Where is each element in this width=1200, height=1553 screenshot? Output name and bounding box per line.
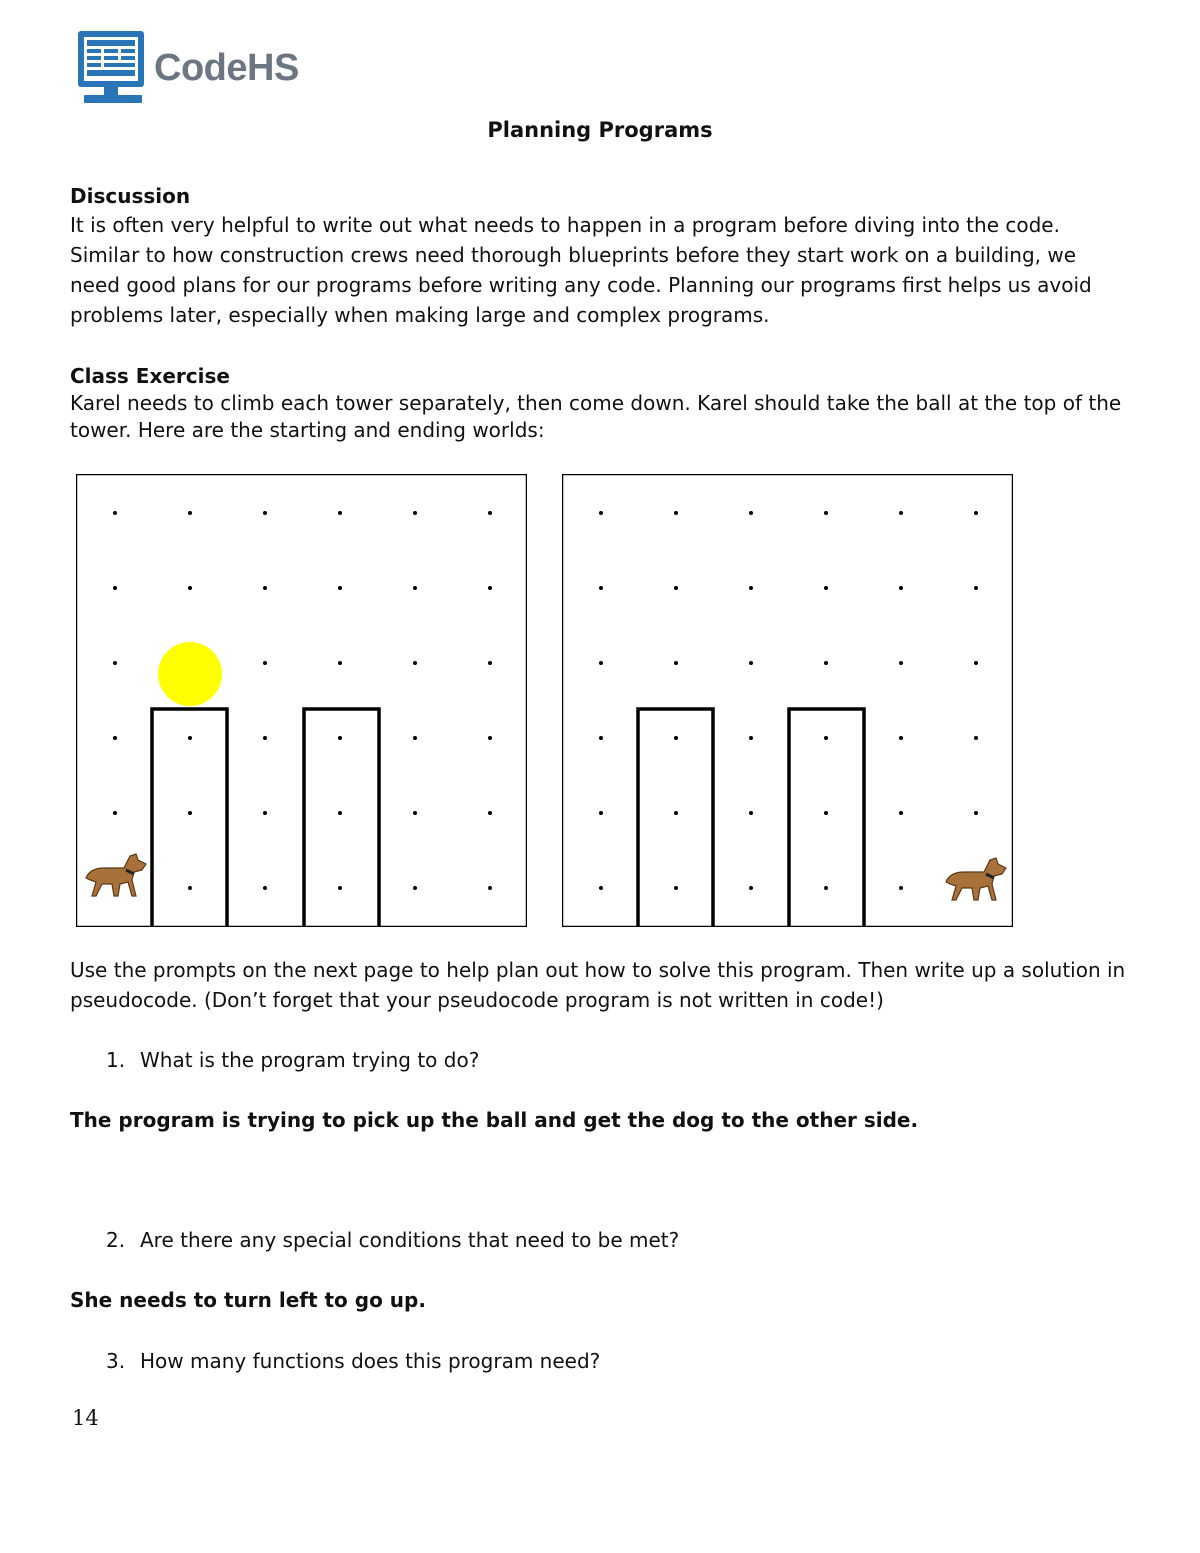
grid-dot <box>413 661 417 665</box>
grid-dot <box>338 511 342 515</box>
grid-dot <box>599 511 603 515</box>
question-3 <box>106 1347 600 1375</box>
grid-dot <box>749 511 753 515</box>
question-text: Are there any special conditions that need to be met? <box>140 1228 680 1252</box>
discussion-section <box>70 182 1130 330</box>
grid-dot <box>413 736 417 740</box>
grid-dot <box>413 586 417 590</box>
question-2 <box>106 1226 679 1254</box>
grid-dot <box>899 736 903 740</box>
grid-dot <box>488 811 492 815</box>
grid-dot <box>113 511 117 515</box>
discussion-heading: Discussion <box>70 184 191 208</box>
grid-dot <box>488 661 492 665</box>
grid-dot <box>338 736 342 740</box>
grid-dot <box>263 586 267 590</box>
grid-dot <box>338 811 342 815</box>
grid-dot <box>674 736 678 740</box>
ending-world <box>562 474 1013 927</box>
grid-dot <box>113 811 117 815</box>
grid-dot <box>899 886 903 890</box>
question-text: What is the program trying to do? <box>140 1048 480 1072</box>
question-text: How many functions does this program need? <box>140 1349 601 1373</box>
grid-dot <box>188 886 192 890</box>
grid-dot <box>599 661 603 665</box>
question-1 <box>106 1046 479 1074</box>
grid-dot <box>188 736 192 740</box>
grid-dot <box>263 661 267 665</box>
grid-dot <box>599 736 603 740</box>
logo-text: CodeHS <box>154 46 299 89</box>
grid-dot <box>338 661 342 665</box>
grid-dot <box>824 586 828 590</box>
grid-dot <box>749 661 753 665</box>
grid-dot <box>824 736 828 740</box>
grid-dot <box>974 736 978 740</box>
page-number: 14 <box>72 1406 99 1430</box>
ball <box>158 642 222 706</box>
grid-dot <box>113 586 117 590</box>
grid-dot <box>674 586 678 590</box>
grid-dot <box>488 736 492 740</box>
grid-dot <box>974 811 978 815</box>
class-exercise-heading: Class Exercise <box>70 364 230 388</box>
grid-dot <box>113 736 117 740</box>
grid-dot <box>824 511 828 515</box>
grid-dot <box>749 886 753 890</box>
grid-dot <box>824 886 828 890</box>
grid-dot <box>824 811 828 815</box>
grid-dot <box>263 886 267 890</box>
grid-dot <box>488 886 492 890</box>
grid-dot <box>974 586 978 590</box>
grid-dot <box>674 811 678 815</box>
grid-dot <box>413 886 417 890</box>
question-number: 2. <box>106 1228 126 1252</box>
page-title: Planning Programs <box>487 118 713 142</box>
grid-dot <box>674 661 678 665</box>
grid-dot <box>413 511 417 515</box>
grid-dot <box>674 511 678 515</box>
discussion-body: It is often very helpful to write out what needs to happen in a program before diving into the code. Similar to how construction crews need thorough blueprints before they start work on a building, we need good plans for our programs before writing any code. Planning our programs first helps us avoid problems later, especially when making large and complex programs. <box>70 213 1092 327</box>
grid-dot <box>599 886 603 890</box>
grid-dot <box>113 661 117 665</box>
grid-dot <box>488 511 492 515</box>
grid-dot <box>899 661 903 665</box>
monitor-icon <box>76 28 146 108</box>
grid-dot <box>338 586 342 590</box>
question-number: 3. <box>106 1349 126 1373</box>
grid-dot <box>263 811 267 815</box>
grid-dot <box>749 811 753 815</box>
grid-dot <box>899 511 903 515</box>
answer-2: She needs to turn left to go up. <box>70 1288 426 1312</box>
answer-1: The program is trying to pick up the ball and get the dog to the other side. <box>70 1108 919 1132</box>
class-exercise-section <box>70 362 1130 444</box>
class-exercise-body: Karel needs to climb each tower separately, then come down. Karel should take the ball at the top of the tower. Here are the starting and ending worlds: <box>70 391 1122 442</box>
grid-dot <box>749 586 753 590</box>
instructions: Use the prompts on the next page to help plan out how to solve this program. Then write up a solution in pseudocode. (Don’t forget that your pseudocode program is not written in code!) <box>70 958 1126 1012</box>
grid-dot <box>899 811 903 815</box>
grid-dot <box>188 586 192 590</box>
grid-dot <box>263 736 267 740</box>
grid-dot <box>599 811 603 815</box>
grid-dot <box>413 811 417 815</box>
question-number: 1. <box>106 1048 126 1072</box>
grid-dot <box>488 586 492 590</box>
grid-dot <box>188 511 192 515</box>
grid-dot <box>338 886 342 890</box>
grid-dot <box>188 811 192 815</box>
grid-dot <box>674 886 678 890</box>
grid-dot <box>899 586 903 590</box>
grid-dot <box>263 511 267 515</box>
grid-dot <box>974 511 978 515</box>
codehs-logo <box>76 28 299 108</box>
grid-dot <box>974 661 978 665</box>
grid-dot <box>824 661 828 665</box>
starting-world <box>76 474 527 927</box>
grid-dot <box>599 586 603 590</box>
grid-dot <box>749 736 753 740</box>
